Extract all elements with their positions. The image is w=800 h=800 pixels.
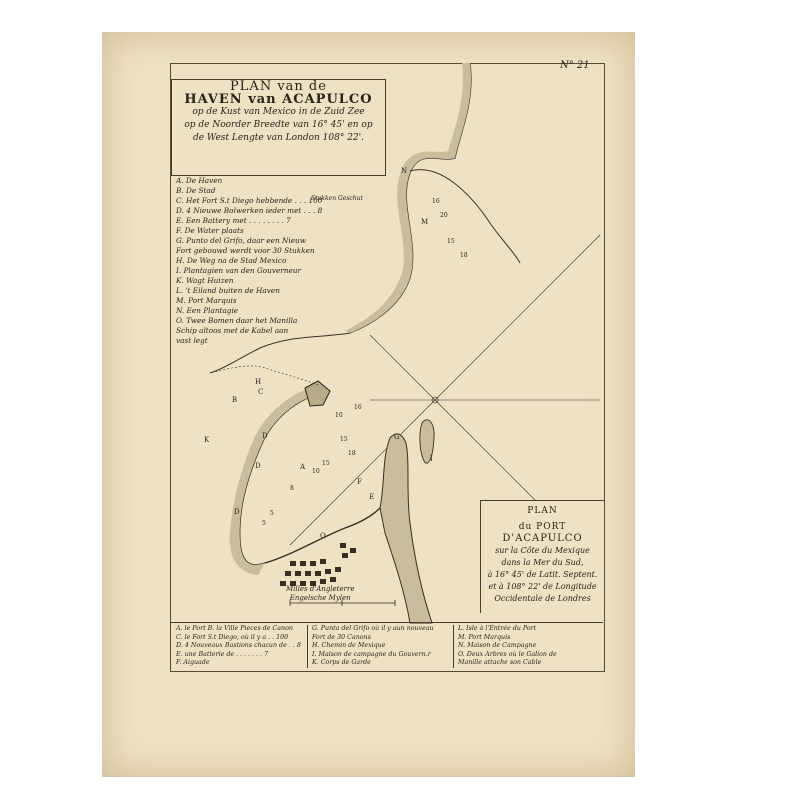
dutch-legend-item: D. 4 Nieuwe Bolwerken ieder met . . . 8: [176, 206, 323, 215]
french-title-line8: Occidentale de Londres: [494, 594, 591, 603]
french-title-line6: à 16° 45' de Latit. Septent.: [487, 570, 598, 579]
sounding: 18: [348, 450, 356, 457]
dutch-title-line5: de West Lengte van London 108° 22'.: [192, 133, 364, 143]
map-label-G: G: [394, 433, 400, 441]
dutch-legend-item: E. Een Battery met . . . . . . . . 7: [176, 216, 291, 225]
road-to-mexico: [210, 366, 318, 385]
french-title-line5: dans la Mer du Sud,: [501, 558, 584, 567]
map-label-C: C: [258, 388, 264, 396]
sheet-number: N° 21: [560, 60, 590, 71]
scale-label: [286, 585, 354, 603]
french-legend-item: Fort de 30 Canons: [312, 633, 371, 641]
map-label-E: E: [369, 493, 375, 501]
dutch-legend-item: K. Wagt Huizen: [176, 276, 234, 285]
french-title-line2: du PORT: [518, 522, 567, 532]
map-label-H: H: [255, 378, 262, 386]
scale-label-nl: Engelsche Mylen: [289, 594, 351, 602]
map-label-N: N: [401, 167, 408, 175]
sounding: 8: [290, 485, 294, 492]
sounding: 5: [270, 510, 274, 517]
sounding: 15: [447, 238, 455, 245]
dutch-legend-item: B. De Stad: [176, 186, 216, 195]
dutch-legend-item: O. Twee Bomen daar het Manilla: [176, 316, 298, 325]
french-legend-item: E. une Batterie de . . . . . . . 7: [176, 650, 269, 658]
sounding: 16: [354, 404, 362, 411]
french-legend-item: K. Corps de Garde: [312, 659, 371, 666]
map-label-I: I: [430, 455, 433, 463]
french-legend-col3: [453, 625, 603, 668]
french-legend-item: F. Aiguade: [176, 659, 210, 666]
town-blocks: [280, 543, 356, 586]
french-legend-item: A. le Port B. la Ville Pieces de Canon: [176, 625, 293, 632]
sounding: 15: [340, 436, 348, 443]
french-legend-item: I. Maison de campagne du Gouvern.r: [312, 650, 431, 658]
french-legend-col2: [307, 625, 452, 668]
dutch-title-cartouche: [171, 79, 386, 176]
map-label-L-west: B: [232, 396, 238, 404]
french-legend-item: N. Maison de Campagne: [458, 642, 537, 649]
dutch-title-line1: PLAN van de: [230, 79, 327, 94]
french-legend: [170, 622, 603, 671]
dutch-legend-item: F. De Water plaats: [176, 226, 244, 235]
dutch-legend-item: L. 't Eiland buiten de Haven: [176, 286, 280, 295]
map-label-D2: D: [234, 508, 240, 516]
french-legend-item: D. 4 Nouveaux Bastions chacun de . . 8: [176, 642, 301, 649]
map-label-M: M: [421, 218, 429, 226]
french-legend-item: G. Punta del Grifo où il y aun nouveau: [312, 625, 434, 632]
dutch-legend-item: N. Een Plantagie: [176, 306, 239, 315]
sounding: 15: [322, 460, 330, 467]
french-legend-item: C. le Fort S.t Diego, où il y a . . 100: [176, 633, 289, 641]
map-label-D3: D: [262, 432, 268, 440]
french-title-line3: D'ACAPULCO: [502, 533, 583, 544]
dutch-legend-item: G. Punto del Grifo, daar een Nieuw: [176, 236, 307, 245]
grifo-peninsula: [380, 434, 432, 623]
dutch-legend-item: A. De Haven: [176, 176, 223, 185]
french-legend-item: L. Isle à l'Entrée du Port: [458, 625, 537, 632]
french-legend-item: H. Chemin de Mexique: [312, 642, 386, 649]
dutch-title-line4: op de Noorder Breedte van 16° 45' en op: [184, 120, 373, 130]
map-label-F: F: [357, 478, 362, 486]
dutch-legend-item: H. De Weg na de Stad Mexico: [176, 256, 287, 265]
dutch-legend-item: Fort gebouwd werdt voor 30 Stukken: [176, 246, 315, 255]
sounding: 18: [460, 252, 468, 259]
dutch-legend-item: C. Het Fort S.t Diego hebbende . . . 100: [176, 196, 323, 205]
french-title-line1: PLAN: [527, 506, 558, 516]
french-title-cartouche: [480, 500, 604, 613]
dutch-legend: [176, 176, 386, 346]
french-legend-item: O. Deux Arbres où le Galion de: [458, 650, 557, 658]
dutch-legend-item: M. Port Marquis: [176, 296, 237, 305]
sounding: 10: [312, 468, 320, 475]
dutch-title-line3: op de Kust van Mexico in de Zuid Zee: [192, 107, 365, 117]
dutch-legend-item: I. Plantagien van den Gouverneur: [176, 266, 301, 275]
sounding: 16: [432, 198, 440, 205]
map-label-K: K: [204, 436, 210, 444]
scale-label-en: Milles d'Angleterre: [286, 585, 355, 593]
french-legend-item: M. Port Marquis: [458, 633, 511, 641]
dutch-legend-header: Stukken Geschut: [311, 195, 363, 202]
french-title-line4: sur la Côte du Mexique: [495, 546, 590, 555]
dutch-legend-item: vast legt: [176, 336, 208, 345]
french-title-line7: et à 108° 22' de Longitude: [488, 582, 597, 591]
map-label-D1: D: [255, 462, 261, 470]
sounding: 5: [262, 520, 266, 527]
sounding: 20: [440, 212, 448, 219]
dutch-legend-item: Schip altoos met de Kabel aan: [176, 326, 289, 335]
map-label-O: O: [320, 532, 326, 540]
dutch-title-line2: HAVEN van ACAPULCO: [184, 92, 373, 107]
french-legend-item: Manille attache son Cable: [458, 659, 542, 666]
french-legend-col1: [176, 625, 306, 668]
map-label-A: A: [300, 463, 306, 471]
sounding: 10: [335, 412, 343, 419]
